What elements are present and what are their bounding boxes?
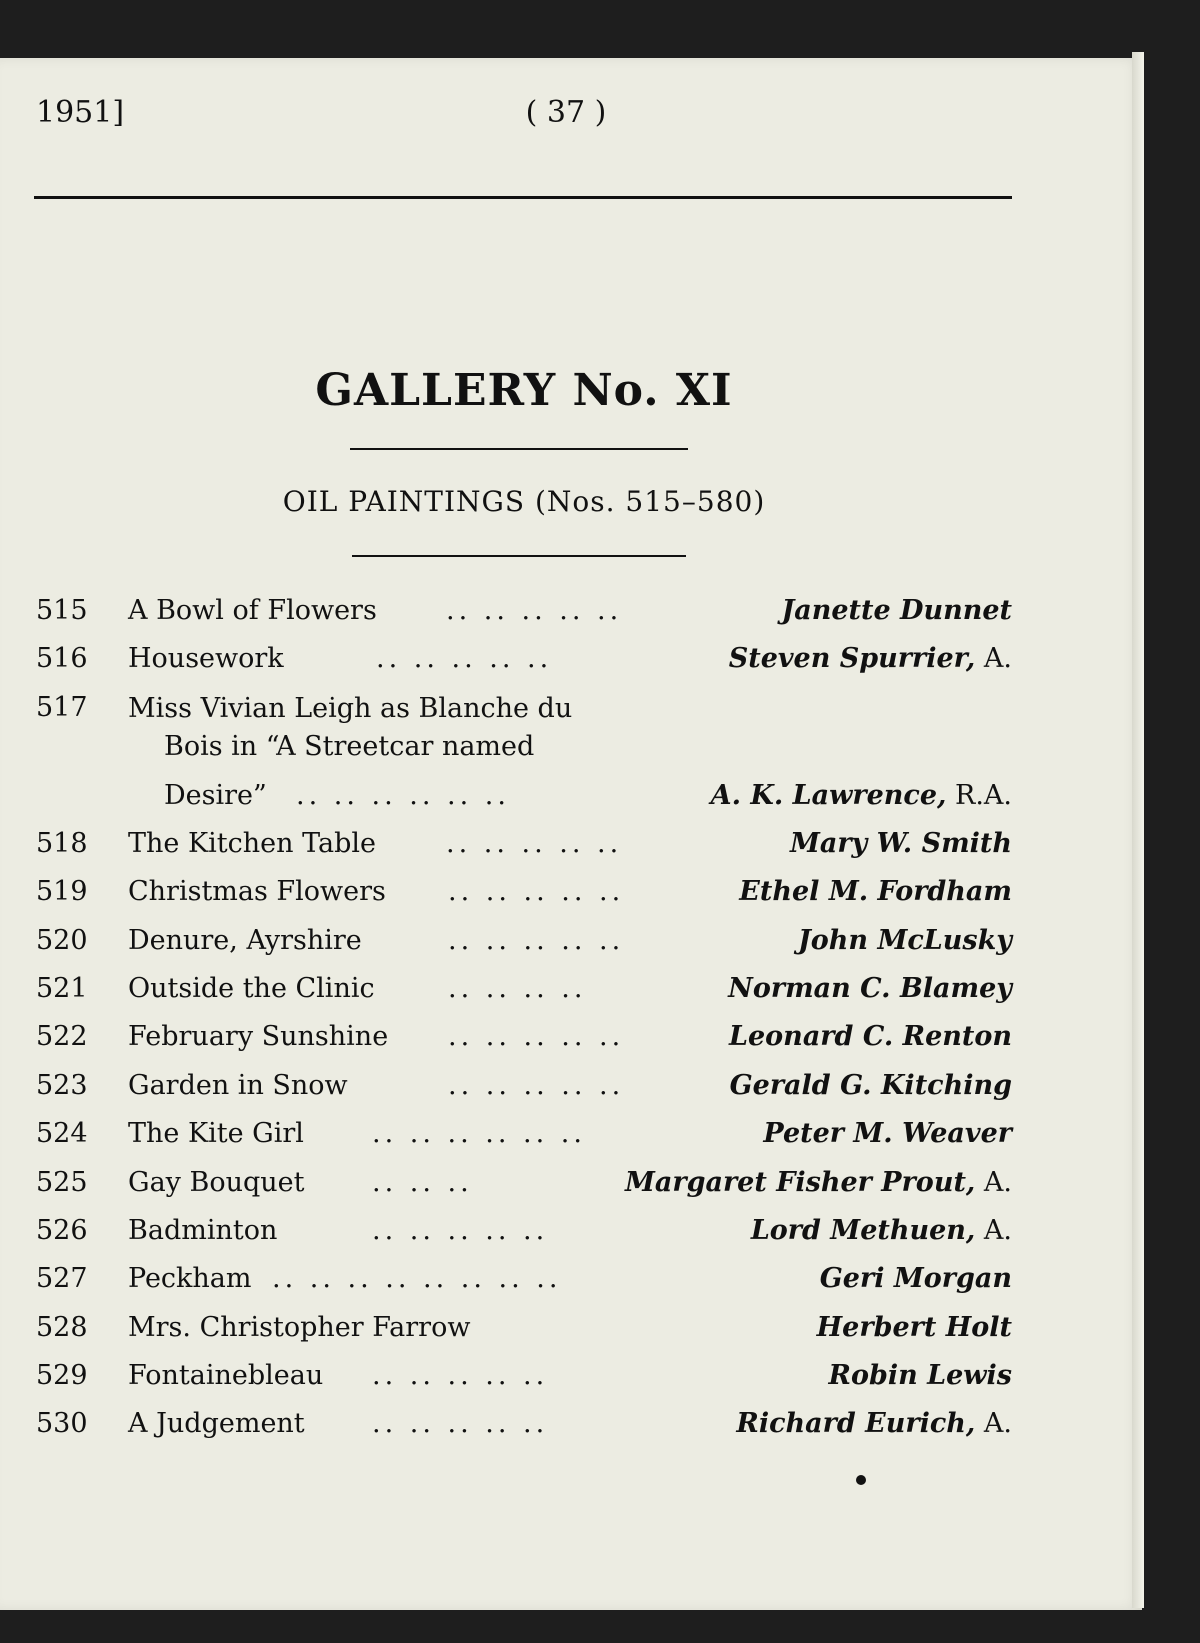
entry-number: 524 (36, 1118, 88, 1150)
entry-title (128, 690, 728, 766)
entry-title: Badminton (128, 1214, 278, 1246)
entry-artist: Mary W. Smith (789, 827, 1012, 859)
entry-artist: Janette Dunnet (781, 595, 1012, 626)
entry-title: Gay Bouquet (128, 1166, 305, 1198)
entry-artist: Richard Eurich, A. (736, 1408, 1012, 1440)
catalogue-entry (36, 868, 1012, 916)
entry-artist: Robin Lewis (828, 1360, 1012, 1392)
entry-leader-dots: .. .. .. .. .. .. .. .. (272, 1263, 562, 1295)
entry-title: Denure, Ayrshire (128, 924, 362, 956)
catalogue-entry (36, 1013, 1012, 1061)
entry-artist: A. K. Lawrence, R.A. (710, 779, 1012, 811)
header-page-number: ( 37 ) (525, 95, 607, 130)
catalogue-entry (36, 965, 1012, 1013)
entry-number: 521 (36, 972, 88, 1004)
catalogue-entry (36, 1159, 1012, 1207)
subtitle-rule (352, 555, 686, 557)
entry-number: 520 (36, 924, 88, 956)
entry-leader-dots: .. .. .. .. .. (446, 827, 623, 859)
entry-number: 523 (36, 1069, 88, 1101)
title-rule (350, 448, 688, 450)
entry-artist: Gerald G. Kitching (729, 1069, 1012, 1101)
gallery-title: GALLERY No. XI (315, 365, 733, 416)
catalogue-entry (36, 684, 1012, 820)
entry-leader-dots: .. .. .. .. .. (372, 1214, 549, 1246)
entry-title: The Kite Girl (128, 1118, 304, 1150)
entry-title: The Kitchen Table (128, 827, 376, 859)
entry-artist: Norman C. Blamey (728, 972, 1012, 1004)
entry-title: Fontainebleau (128, 1360, 324, 1392)
entry-leader-dots: .. .. .. .. .. (372, 1360, 549, 1392)
catalogue-entry (36, 587, 1012, 635)
catalogue-entry (36, 1062, 1012, 1110)
entry-title: Outside the Clinic (128, 972, 375, 1004)
entry-leader-dots: .. .. .. .. .. (376, 643, 553, 675)
catalogue-entry (36, 1255, 1012, 1303)
page-edge (1132, 52, 1144, 1608)
header-rule (34, 196, 1012, 199)
entry-number: 530 (36, 1408, 88, 1440)
entry-title: A Bowl of Flowers (128, 595, 377, 626)
entry-title-line: Desire” (164, 779, 267, 811)
entry-leader-dots: .. .. .. .. .. (448, 876, 625, 908)
entry-artist: Peter M. Weaver (763, 1118, 1012, 1150)
entry-artist: Herbert Holt (816, 1311, 1012, 1343)
entry-artist: Lord Methuen, A. (750, 1214, 1012, 1246)
entry-leader-dots: .. .. .. .. .. (372, 1408, 549, 1440)
entry-number: 525 (36, 1166, 88, 1198)
entry-number: 522 (36, 1021, 88, 1053)
entry-leader-dots: .. .. .. .. .. (448, 924, 625, 956)
entry-artist: Steven Spurrier, A. (728, 643, 1012, 675)
entry-number: 516 (36, 643, 88, 675)
page-ornament-dot (856, 1475, 866, 1485)
entry-leader-dots: .. .. .. .. .. (448, 1021, 625, 1053)
entry-artist: Ethel M. Fordham (739, 876, 1012, 908)
entry-artist: Margaret Fisher Prout, A. (624, 1166, 1012, 1198)
entry-artist: Geri Morgan (819, 1263, 1012, 1295)
catalogue-entry (36, 635, 1012, 683)
entry-title-line: Bois in “A Streetcar named (164, 730, 535, 762)
entry-leader-dots: .. .. .. .. .. (448, 1069, 625, 1101)
section-subtitle: OIL PAINTINGS (Nos. 515–580) (282, 485, 766, 518)
header-year: 1951] (36, 95, 125, 130)
entry-leader-dots: .. .. .. (372, 1166, 473, 1198)
entry-title: A Judgement (128, 1408, 305, 1440)
entry-title: Housework (128, 643, 284, 675)
entry-number: 526 (36, 1214, 88, 1246)
entry-leader-dots: .. .. .. .. .. (446, 595, 623, 626)
entry-number: 528 (36, 1311, 88, 1343)
entry-title: Mrs. Christopher Farrow (128, 1311, 471, 1343)
catalogue-entry (36, 1110, 1012, 1158)
entry-leader-dots: .. .. .. .. .. .. (372, 1118, 586, 1150)
entry-number: 519 (36, 876, 88, 908)
catalogue-entry (36, 917, 1012, 965)
entry-title: Christmas Flowers (128, 876, 386, 908)
catalogue-entry (36, 1400, 1012, 1448)
catalogue-entry (36, 1207, 1012, 1255)
catalogue-entry (36, 820, 1012, 868)
page-header (36, 95, 1012, 145)
catalogue-entry (36, 1304, 1012, 1352)
entry-title: Peckham (128, 1263, 252, 1295)
entry-artist: John McLusky (798, 924, 1012, 956)
entry-title: Garden in Snow (128, 1069, 348, 1101)
catalogue-entries (36, 587, 1012, 1449)
entry-number: 529 (36, 1360, 88, 1392)
entry-artist: Leonard C. Renton (729, 1021, 1012, 1053)
entry-number: 515 (36, 595, 88, 626)
entry-leader-dots: .. .. .. .. (448, 972, 587, 1004)
entry-title-line: Miss Vivian Leigh as Blanche du (128, 692, 573, 724)
entry-number: 518 (36, 827, 88, 859)
catalogue-entry (36, 1352, 1012, 1400)
entry-number: 527 (36, 1263, 88, 1295)
entry-number: 517 (36, 691, 88, 723)
entry-title: February Sunshine (128, 1021, 389, 1053)
entry-leader-dots: .. .. .. .. .. .. (296, 779, 510, 811)
